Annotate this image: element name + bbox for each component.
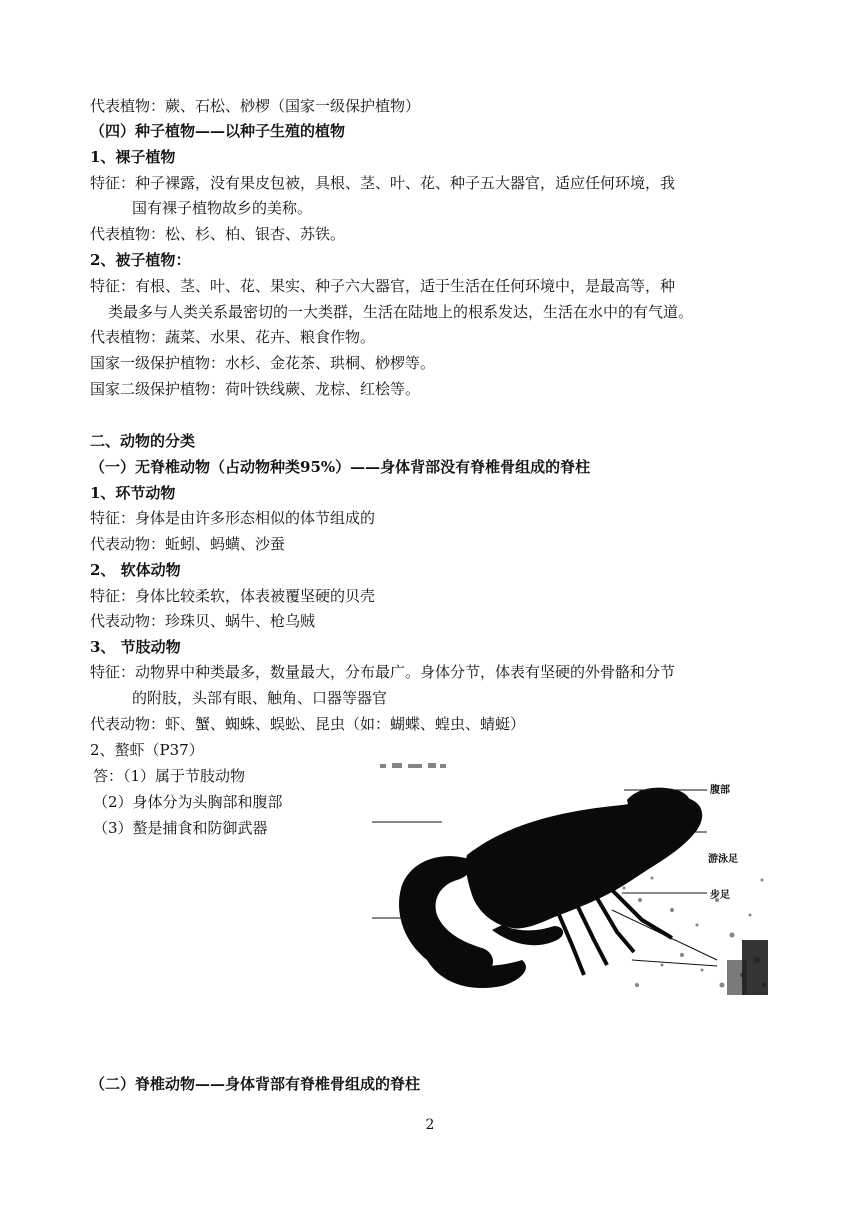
chapter-heading: 二、动物的分类 xyxy=(90,432,196,450)
text-line: 特征：身体比较柔软，体表被覆坚硬的贝壳 xyxy=(90,587,376,605)
section-heading: （二）脊椎动物——身体背部有脊椎骨组成的脊柱 xyxy=(90,1075,421,1093)
text-line: 代表动物：珍珠贝、蜗牛、枪乌贼 xyxy=(90,612,316,630)
text-line: 特征：种子裸露，没有果皮包被，具根、茎、叶、花、种子五大器官，适应任何环境，我 xyxy=(90,174,676,192)
subsection-heading: 2、被子植物： xyxy=(90,251,191,269)
label-abdomen: 腹部 xyxy=(710,785,730,796)
text-line: 代表动物：蚯蚓、蚂蟥、沙蚕 xyxy=(90,535,286,553)
text-line: 国家一级保护植物：水杉、金花茶、珙桐、桫椤等。 xyxy=(90,354,436,372)
answer-line: （3）螯是捕食和防御武器 xyxy=(93,819,268,837)
answer-line: （2）身体分为头胸部和腹部 xyxy=(93,793,283,811)
answer-line: 答：（1）属于节肢动物 xyxy=(93,767,246,785)
text-line: 特征：身体是由许多形态相似的体节组成的 xyxy=(90,509,376,527)
lobster-figure xyxy=(372,760,768,995)
text-line: 代表植物：蕨、石松、桫椤（国家一级保护植物） xyxy=(90,97,421,115)
text-line: 类最多与人类关系最密切的一大类群，生活在陆地上的根系发达，生活在水中的有气道。 xyxy=(108,303,694,321)
text-line: 的附肢，头部有眼、触角、口器等器官 xyxy=(132,689,388,707)
subsection-heading: 3、 节肢动物 xyxy=(90,638,181,656)
subsection-heading: 1、环节动物 xyxy=(90,484,176,502)
text-line: 国有裸子植物故乡的美称。 xyxy=(132,199,313,217)
text-line: 特征：有根、茎、叶、花、果实、种子六大器官，适于生活在任何环境中，是最高等，种 xyxy=(90,277,676,295)
label-walking-leg: 步足 xyxy=(710,890,730,901)
text-line: 代表植物：蔬菜、水果、花卉、粮食作物。 xyxy=(90,328,376,346)
label-swimmeret: 游泳足 xyxy=(708,854,738,865)
text-line: 代表动物：虾、蟹、蜘蛛、蜈蚣、昆虫（如：蝴蝶、蝗虫、蜻蜓） xyxy=(90,715,526,733)
section-heading: （四）种子植物——以种子生殖的植物 xyxy=(90,122,346,140)
text-line: 2、螯虾（P37） xyxy=(90,741,204,759)
text-line: 代表植物：松、杉、柏、银杏、苏铁。 xyxy=(90,225,346,243)
subsection-heading: 1、裸子植物 xyxy=(90,148,176,166)
subsection-heading: 2、 软体动物 xyxy=(90,561,181,579)
page-number: 2 xyxy=(425,1117,435,1133)
section-heading: （一）无脊椎动物（占动物种类95%）——身体背部没有脊椎骨组成的脊柱 xyxy=(90,458,591,476)
text-line: 特征：动物界中种类最多，数量最大，分布最广。身体分节，体表有坚硬的外骨骼和分节 xyxy=(90,663,676,681)
text-line: 国家二级保护植物：荷叶铁线蕨、龙棕、红桧等。 xyxy=(90,380,421,398)
